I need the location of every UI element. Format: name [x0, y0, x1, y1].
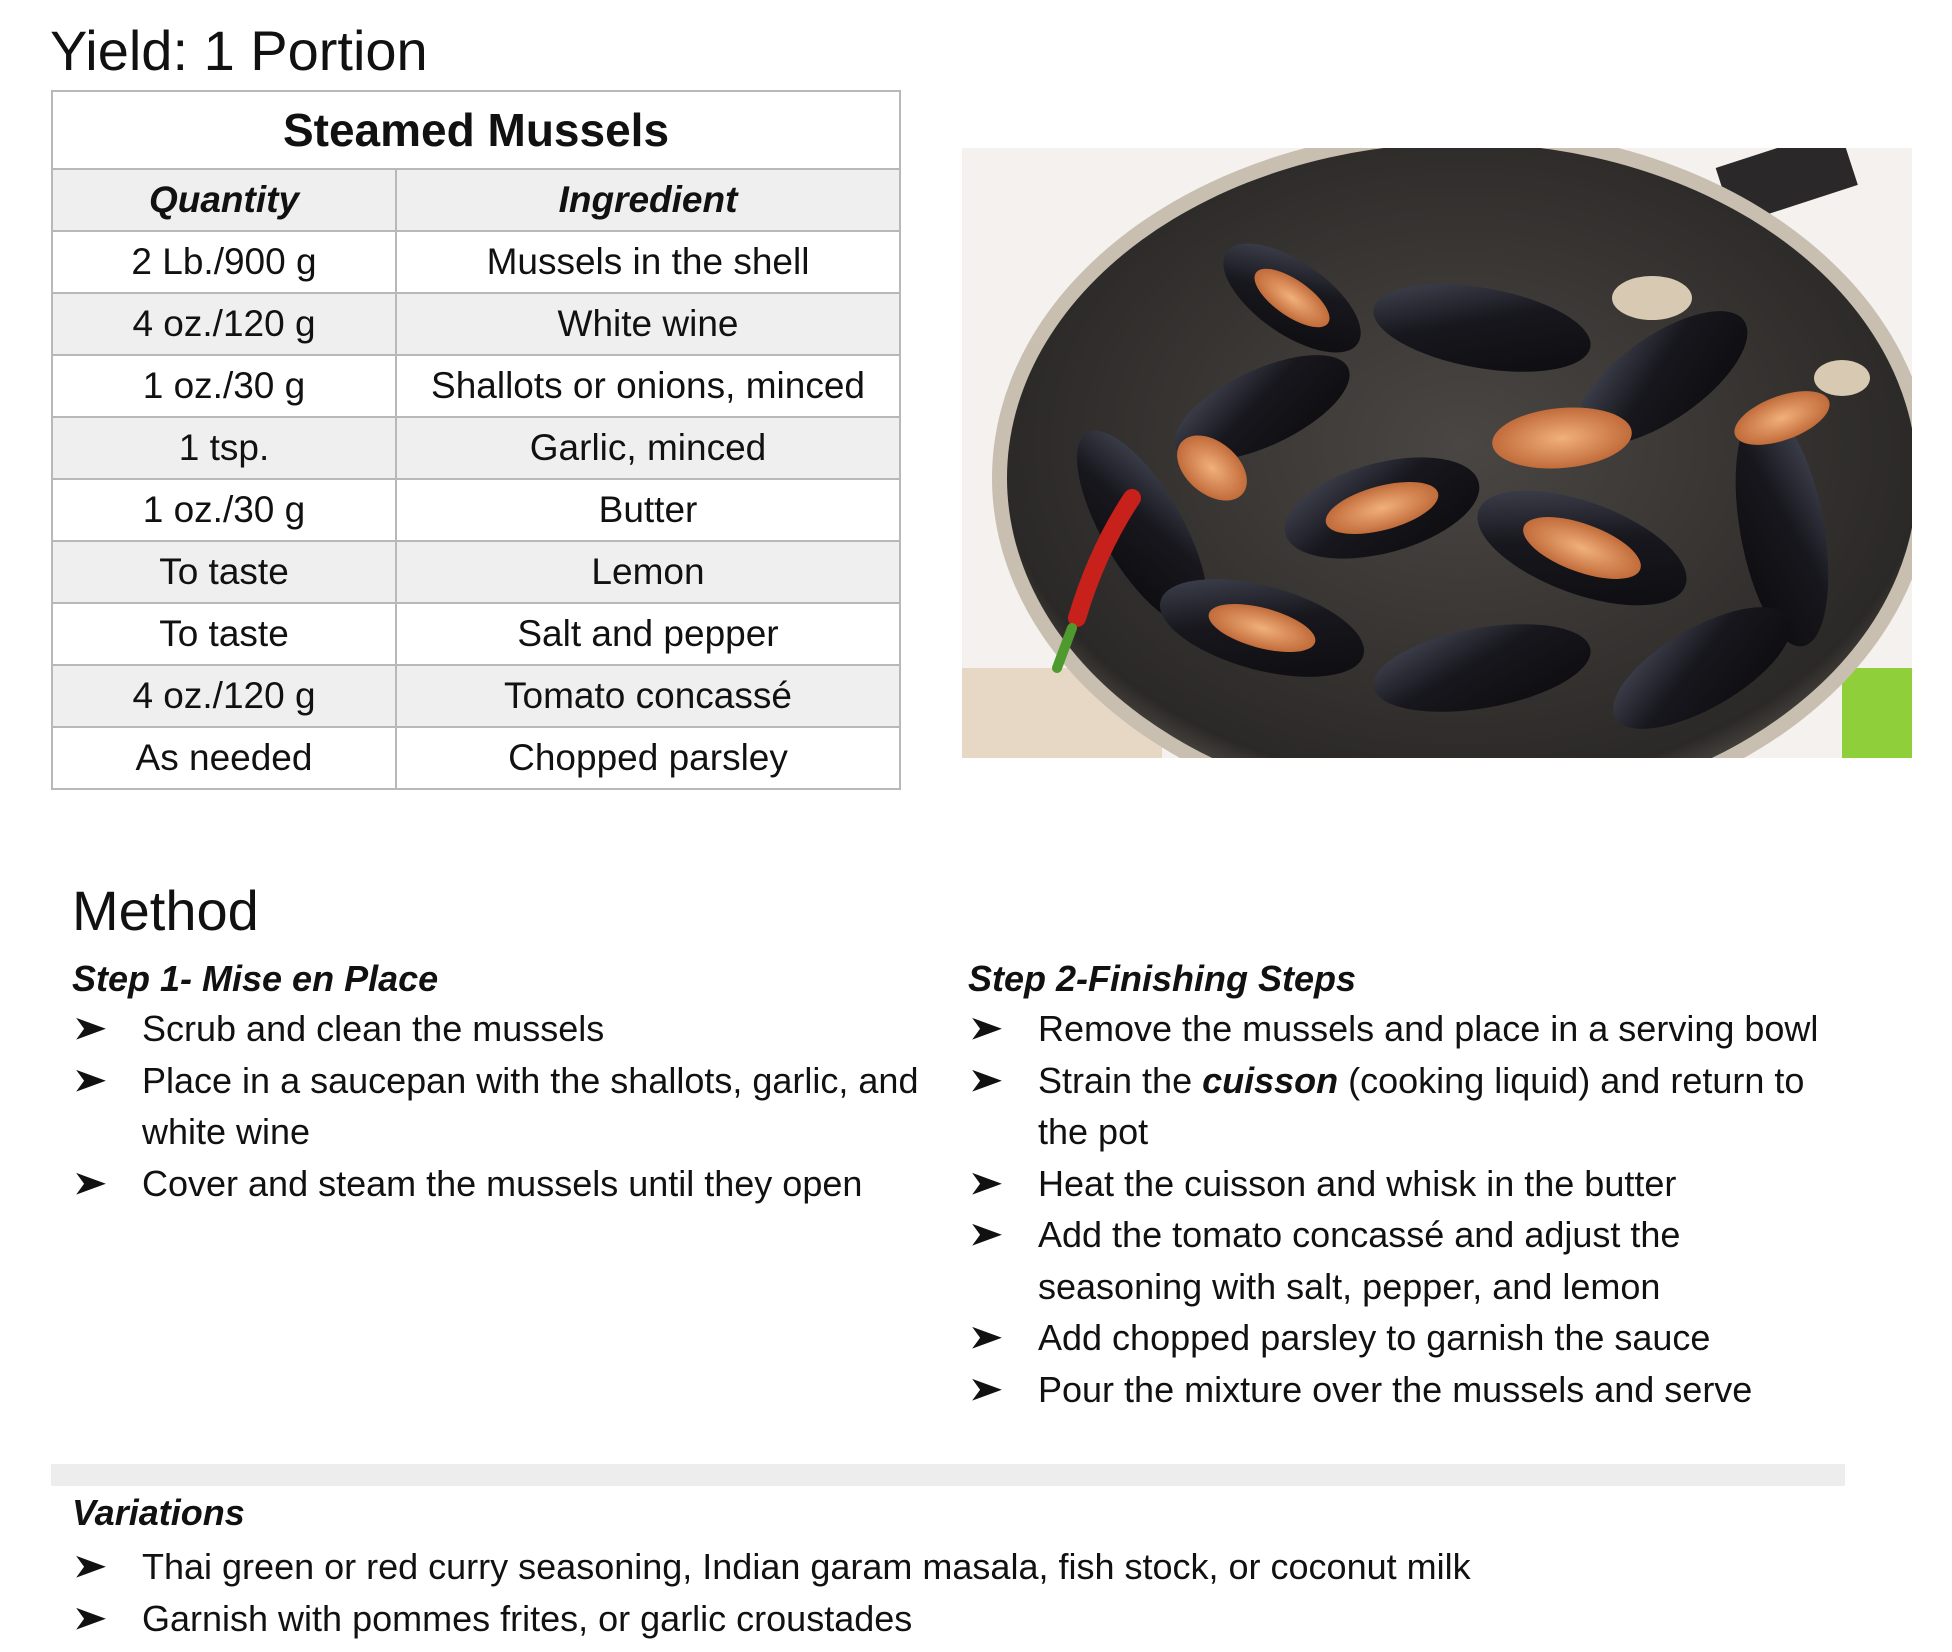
- arrowhead-bullet-icon: [72, 1055, 112, 1107]
- table-row: [52, 231, 900, 293]
- section-divider-band: [51, 1464, 1845, 1486]
- list-item: [968, 1364, 1848, 1416]
- yield-label: Yield: 1 Portion: [50, 19, 428, 82]
- ingredient-cell: Shallots or onions, minced: [396, 355, 900, 417]
- quantity-cell: To taste: [52, 541, 396, 603]
- arrowhead-bullet-icon: [72, 1541, 112, 1593]
- method-title: Method: [72, 879, 259, 942]
- quantity-cell: 1 tsp.: [52, 417, 396, 479]
- quantity-cell: 2 Lb./900 g: [52, 231, 396, 293]
- list-item: [968, 1055, 1848, 1158]
- quantity-cell: As needed: [52, 727, 396, 789]
- table-row: [52, 417, 900, 479]
- list-item: [72, 1593, 1772, 1645]
- table-row: [52, 541, 900, 603]
- quantity-cell: To taste: [52, 603, 396, 665]
- step2-item-text: Add chopped parsley to garnish the sauce: [1038, 1317, 1711, 1358]
- step1-item-text: Scrub and clean the mussels: [142, 1008, 605, 1049]
- step2-item-text: Pour the mixture over the mussels and serve: [1038, 1368, 1753, 1410]
- ingredient-cell: Salt and pepper: [396, 603, 900, 665]
- step2-item-text-start: Strain the: [1038, 1059, 1203, 1101]
- cuisson-term: cuisson: [1202, 1059, 1339, 1101]
- list-item: [72, 1003, 932, 1055]
- arrowhead-bullet-icon: [72, 1158, 112, 1210]
- ingredient-cell: Chopped parsley: [396, 727, 900, 789]
- arrowhead-bullet-icon: [968, 1158, 1008, 1210]
- table-row: [52, 603, 900, 665]
- ingredient-cell: White wine: [396, 293, 900, 355]
- table-row: [52, 727, 900, 789]
- ingredient-cell: Mussels in the shell: [396, 231, 900, 293]
- variations-list: [72, 1541, 1772, 1644]
- table-row: [52, 479, 900, 541]
- ingredient-cell: Lemon: [396, 541, 900, 603]
- step1-list: [72, 1003, 932, 1209]
- arrowhead-bullet-icon: [72, 1593, 112, 1645]
- variation-item-text: Thai green or red curry seasoning, Indian garam masala, fish stock, or coconut milk: [142, 1546, 1471, 1587]
- list-item: [72, 1158, 932, 1210]
- table-row: [52, 293, 900, 355]
- ingredient-cell: Butter: [396, 479, 900, 541]
- step2-list: [968, 1003, 1848, 1415]
- arrowhead-bullet-icon: [968, 1209, 1008, 1261]
- quantity-cell: 4 oz./120 g: [52, 665, 396, 727]
- variation-item-text: Garnish with pommes frites, or garlic croustades: [142, 1597, 913, 1639]
- arrowhead-bullet-icon: [968, 1364, 1008, 1416]
- arrowhead-bullet-icon: [968, 1003, 1008, 1055]
- variations-title: Variations: [72, 1492, 245, 1533]
- step1-item-text: Place in a saucepan with the shallots, garlic, and white wine: [142, 1059, 919, 1152]
- step2-title: Step 2-Finishing Steps: [968, 958, 1357, 999]
- quantity-cell: 1 oz./30 g: [52, 355, 396, 417]
- list-item: [968, 1003, 1848, 1055]
- list-item: [72, 1055, 932, 1158]
- table-row: [52, 665, 900, 727]
- column-header-ingredient: Ingredient: [396, 169, 900, 231]
- table-row: [52, 355, 900, 417]
- quantity-cell: 1 oz./30 g: [52, 479, 396, 541]
- list-item: [968, 1312, 1848, 1364]
- steamed-mussels-photo: [962, 148, 1912, 758]
- ingredient-cell: Garlic, minced: [396, 417, 900, 479]
- list-item: [968, 1158, 1848, 1210]
- step2-item-text-end: (cooking liquid) and return to the pot: [1038, 1059, 1805, 1152]
- arrowhead-bullet-icon: [968, 1055, 1008, 1107]
- step2-item-text: [1038, 1060, 1804, 1153]
- arrowhead-bullet-icon: [968, 1312, 1008, 1364]
- ingredients-table: [51, 90, 901, 790]
- step1-title: Step 1- Mise en Place: [72, 958, 439, 999]
- column-header-quantity: Quantity: [52, 169, 396, 231]
- mussels-illustration: [962, 148, 1912, 758]
- quantity-cell: 4 oz./120 g: [52, 293, 396, 355]
- ingredient-cell: Tomato concassé: [396, 665, 900, 727]
- step2-item-text: Heat the cuisson and whisk in the butter: [1038, 1162, 1677, 1204]
- step1-item-text: Cover and steam the mussels until they open: [142, 1162, 863, 1204]
- list-item: [968, 1209, 1848, 1312]
- arrowhead-bullet-icon: [72, 1003, 112, 1055]
- recipe-title: Steamed Mussels: [52, 91, 900, 169]
- step2-item-text: Remove the mussels and place in a serving bowl: [1038, 1008, 1819, 1049]
- list-item: [72, 1541, 1772, 1593]
- step2-item-text: Add the tomato concassé and adjust the seasoning with salt, pepper, and lemon: [1038, 1214, 1681, 1307]
